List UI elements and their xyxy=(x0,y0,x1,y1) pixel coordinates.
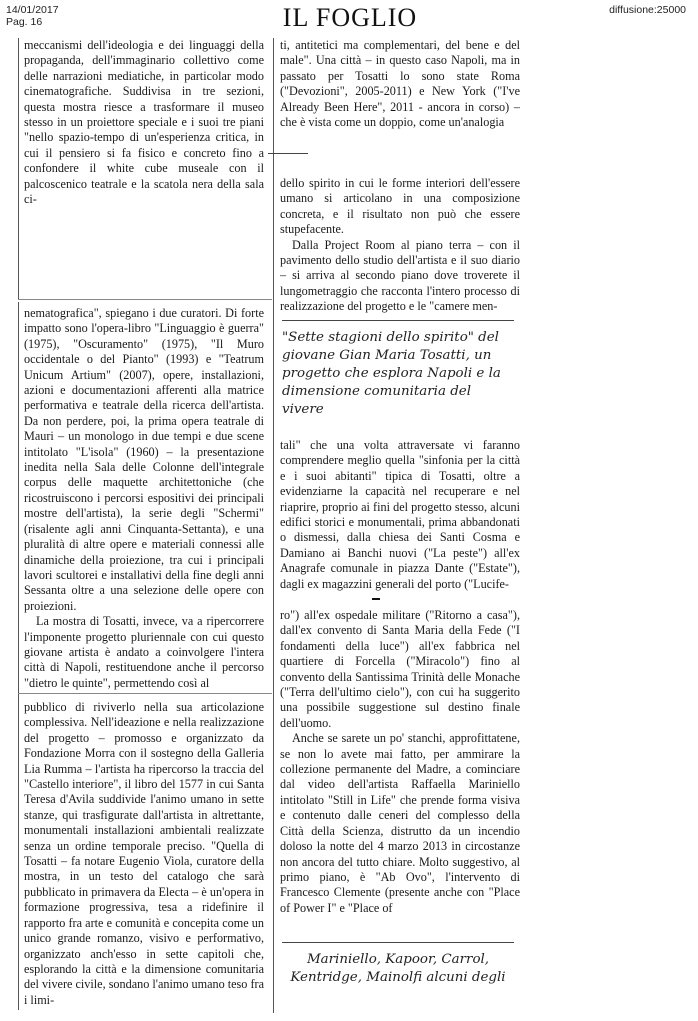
article-column-right-block-4 xyxy=(280,608,520,936)
article-paragraph: meccanismi dell'ideologia e dei linguaggi della propaganda, dell'immaginario collettivo come delle narrazioni mediatiche, in particolar modo cinematografiche. Suddivisa in tre sezioni, questa mostra riesce a trasformare il museo stesso in un proiettore speciale e i suoi tre piani "nello spazio-tempo di un'esperienza critica, in cui il pensiero si fa fisico e concreto fino a confondere il white cube museale con il palcoscenico teatrale e la scatola nera della sala ci- xyxy=(24,38,264,207)
page-number: Pag. 16 xyxy=(6,16,43,28)
article-column-right-block-1 xyxy=(280,38,520,150)
pull-quote: "Sette stagioni dello spirito" del giovane Gian Maria Tosatti, un progetto che esplora Napoli e la dimensione comunitaria del vivere xyxy=(282,320,514,419)
circulation-label: diffusione:25000 xyxy=(609,4,686,16)
left-margin-rule xyxy=(18,692,19,1010)
clipping-seam xyxy=(18,693,272,694)
article-paragraph: ti, antitetici ma complementari, del bene e del male". Una città – in questo caso Napoli, ma in passato per Tosatti lo sono state Roma ("Devozioni", 2005-2011) e New York ("I've Already Been Here", 2011 - ancora in corso) – che è vista come un doppio, come un'analogia xyxy=(280,38,520,130)
article-column-left-block-3 xyxy=(24,700,264,1012)
left-margin-rule xyxy=(18,38,19,300)
clipping-seam xyxy=(268,153,308,154)
article-paragraph: La mostra di Tosatti, invece, va a ripercorrere l'imponente progetto pluriennale con cui questo giovane artista è andato a coinvolgere l'intera città di Napoli, restituendone anche il percorso "dietro le quinte", permettendo così al xyxy=(24,614,264,690)
article-paragraph: nematografica", spiegano i due curatori. Di forte impatto sono l'opera-libro "Linguaggio è guerra" (1975), "Oscuramento" (1975), "Il Muro occidentale o del Pianto" (1993) e "Teatrum Unicum Artium" (2007), opere, installazioni, azioni e documentazioni afferenti alla matrice performativa e teatrale della ricerca dell'artista. Da non perdere, poi, la prima opera teatrale di Mauri – un monologo in due tempi e due scene intitolato "L'isola" (1960) – la presentazione inedita nella Sala delle Colonne dell'integrale corpus delle maquette architettoniche (che ricostruiscono i percorsi espositivi dei principali mostre dell'artista), la serie degli "Schermi" (risalente agli anni Cinquanta-Settanta), e una pluralità di altre opere e materiali connessi alle dinamiche della proiezione, tra cui i principali lavori scultorei e installativi della fine degli anni Sessanta oltre a una selezione delle opere con proiezioni. xyxy=(24,306,264,613)
article-column-right-block-3 xyxy=(280,438,520,596)
clipping-seam xyxy=(18,299,272,300)
column-divider xyxy=(273,38,274,1013)
publication-date: 14/01/2017 xyxy=(6,4,59,16)
article-paragraph: dello spirito in cui le forme interiori dell'essere umano si articolano in una composizione concreta, e il risultato non può che essere stupefacente. xyxy=(280,176,520,237)
article-paragraph: ro") all'ex ospedale militare ("Ritorno a casa"), dall'ex convento di Santa Maria della Fede ("I fondamenti della luce") all'ex fabbrica nel quartiere di Forcella ("Miracolo") fino al convento della Santissima Trinità delle Monache ("Terra dell'ultimo cielo"), con cui ha suggerito una possibile suggestione sul destino finale dell'uomo. xyxy=(280,608,520,730)
article-column-right-block-2 xyxy=(280,176,520,318)
article-paragraph: Anche se sarete un po' stanchi, approfittatene, se non lo avete mai fatto, per ammirare la collezione permanente del Madre, a cominciare dal video dell'artista Raffaella Mariniello intitolato "Still in Life" che prende forma visiva e contenuto dalle ceneri del complesso della Città della Scienza, distrutto da un incendio doloso la notte del 4 marzo 2013 in circostanze non ancora del tutto chiare. Molto suggestivo, al primo piano, è "Ab Ovo", l'intervento di Francesco Clemente (presente anche con "Place of Power I" e "Place of xyxy=(280,731,520,915)
article-paragraph: pubblico di riviverlo nella sua articolazione complessiva. Nell'ideazione e nella realizzazione del progetto – promosso e organizzato da Fondazione Morra con il sostegno della Galleria Lia Rumma – l'artista ha ripercorso la traccia del "Castello interiore", il libro del 1577 in cui Santa Teresa d'Avila suddivide l'animo umano in sette stanze, qui trasfigurate dall'artista in altrettante, monumentali installazioni ambientali realizzate senza un ordine temporale preciso. "Quella di Tosatti – fa notare Eugenio Viola, curatore della mostra, in un testo del catalogo che sarà pubblicato in primavera da Electa – è un'opera in formazione progressiva, tesa a ridefinire il rapporto fra arte e comunità e concepita come un unico grande romanzo, visivo e performativo, organizzato anch'esso in sette capitoli che, esplorando la città e la dimensione comunitaria del vivere civile, sondano l'animo umano teso fra i limi- xyxy=(24,700,264,1007)
article-paragraph: tali" che una volta attraversate vi faranno comprendere meglio quella "sinfonia per la città e i suoi abitanti" tipica di Tosatti, oltre a evidenziarne la capacità nel recuperare e nel riaprire, proprio ai fini del progetto stesso, alcuni edifici storici e monumentali, prima abbandonati o dismessi, dalla chiesa dei Santi Cosma e Damiano ai Banchi nuovi ("La peste") all'ex Anagrafe comunale in piazza Dante ("Estate"), dagli ex magazzini generali del porto ("Lucife- xyxy=(280,438,520,591)
separator-dash xyxy=(372,598,380,600)
newspaper-masthead: IL FOGLIO xyxy=(282,3,418,32)
article-column-left-block-1 xyxy=(24,38,264,298)
article-paragraph: Dalla Project Room al piano terra – con il pavimento dello studio dell'artista e il suo diario – si arriva al secondo piano dove troverete il lungometraggio che racconta l'intero processo di realizzazione del progetto e le "camere men- xyxy=(280,237,520,314)
left-margin-rule xyxy=(18,302,19,694)
pull-quote: Mariniello, Kapoor, Carrol, Kentridge, Mainolfi alcuni degli xyxy=(282,942,514,987)
article-column-left-block-2 xyxy=(24,306,264,690)
